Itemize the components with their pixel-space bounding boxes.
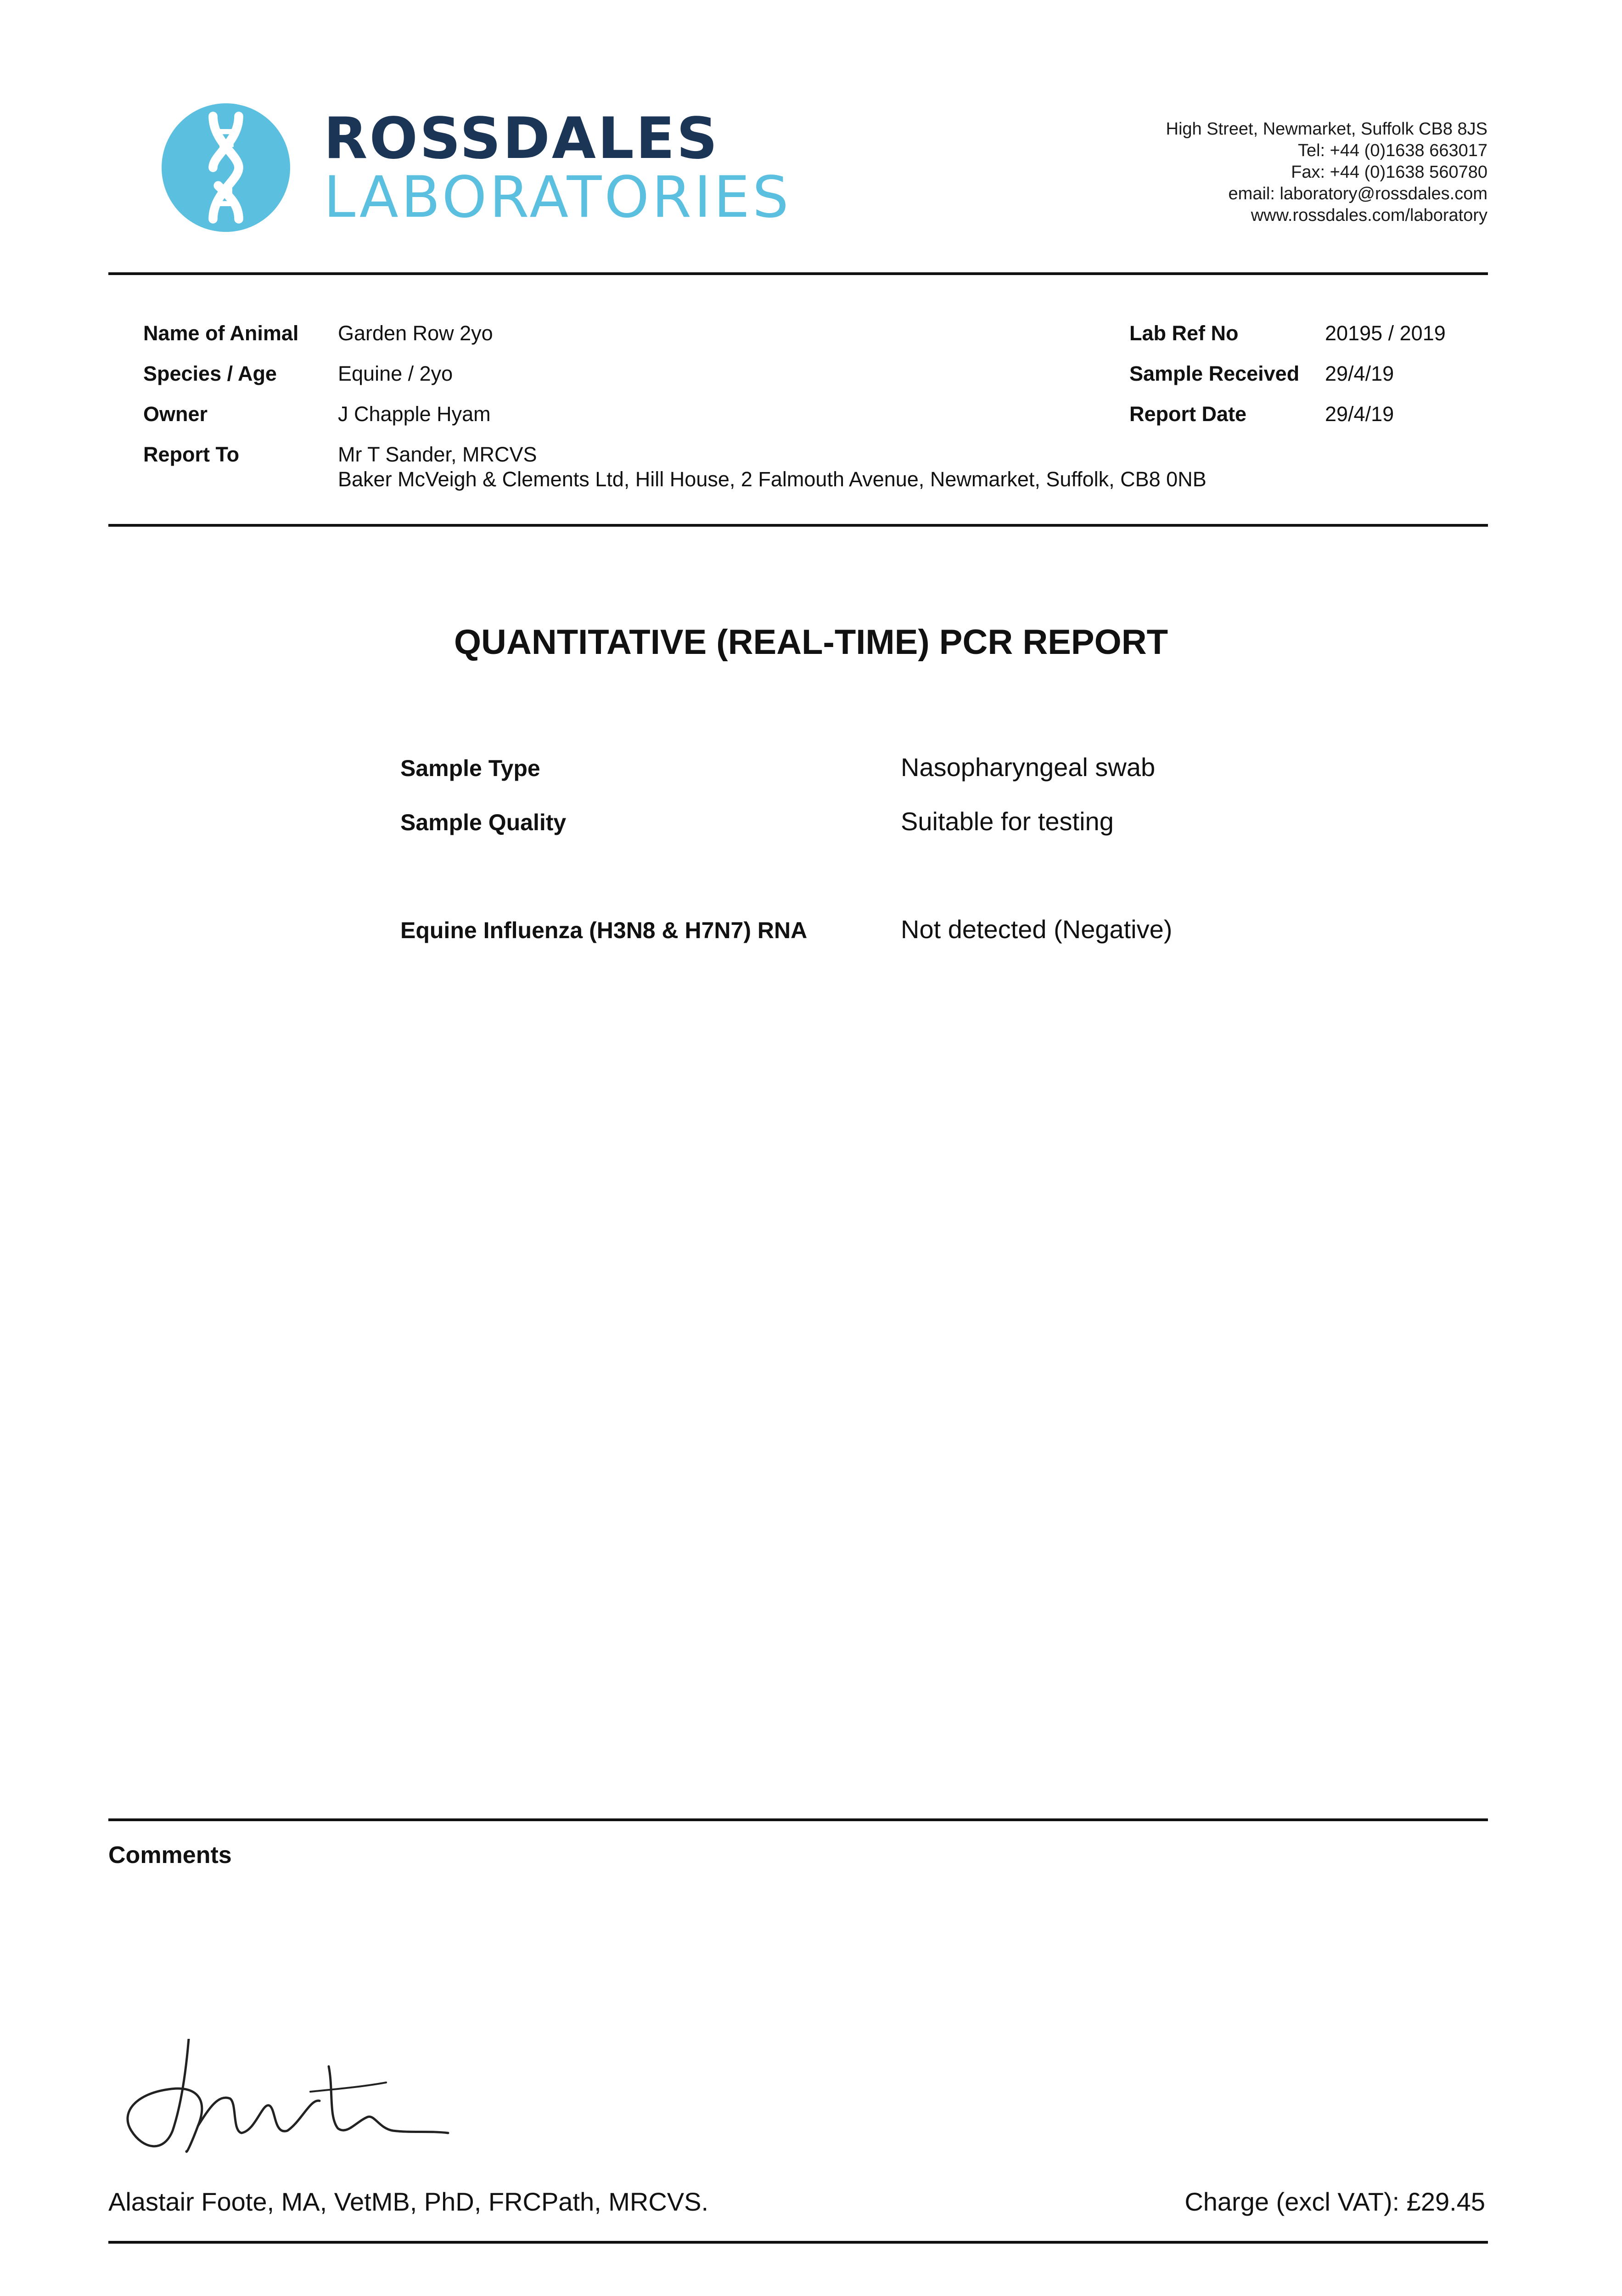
contact-tel: Tel: +44 (0)1638 663017 [1297,141,1487,160]
species-age-label: Species / Age [143,362,277,385]
report-date-value: 29/4/19 [1325,402,1394,426]
sample-received-label: Sample Received [1129,362,1300,385]
report-to-label: Report To [143,443,240,466]
charge-amount: Charge (excl VAT): £29.45 [1184,2187,1485,2216]
sample-quality-value: Suitable for testing [901,807,1114,836]
brand-name: ROSSDALES [324,106,719,172]
test-result-value: Not detected (Negative) [901,915,1173,944]
contact-fax: Fax: +44 (0)1638 560780 [1291,163,1487,182]
comments-label: Comments [108,1842,232,1868]
name-of-animal-label: Name of Animal [143,321,299,345]
signature-image [118,2039,466,2163]
sample-type-value: Nasopharyngeal swab [901,753,1156,782]
contact-block [1166,118,1487,226]
report-date-label: Report Date [1129,402,1247,426]
signatory-name: Alastair Foote, MA, VetMB, PhD, FRCPath, MRCVS. [108,2187,709,2216]
report-title: QUANTITATIVE (REAL-TIME) PCR REPORT [454,623,1168,662]
name-of-animal-value: Garden Row 2yo [338,321,493,345]
report-to-recipient: Mr T Sander, MRCVS [338,443,537,466]
report-to-address: Baker McVeigh & Clements Ltd, Hill House, 2 Falmouth Avenue, Newmarket, Suffolk, CB8 0NB [338,467,1207,491]
header-divider [108,272,1488,275]
contact-address: High Street, Newmarket, Suffolk CB8 8JS [1166,119,1487,139]
lab-ref-value: 20195 / 2019 [1325,321,1446,345]
lab-ref-label: Lab Ref No [1129,321,1239,345]
dna-helix-icon [162,103,290,232]
comments-divider [108,1818,1488,1821]
species-age-value: Equine / 2yo [338,362,453,385]
test-name-label: Equine Influenza (H3N8 & H7N7) RNA [400,917,808,943]
sample-type-label: Sample Type [400,755,540,781]
brand-subname: LABORATORIES [324,164,791,231]
footer-divider [108,2241,1488,2244]
details-divider [108,524,1488,527]
owner-value: J Chapple Hyam [338,402,491,426]
owner-label: Owner [143,402,208,426]
sample-received-value: 29/4/19 [1325,362,1394,385]
contact-website: www.rossdales.com/laboratory [1251,206,1487,225]
sample-quality-label: Sample Quality [400,810,567,835]
contact-email: email: laboratory@rossdales.com [1228,184,1487,203]
